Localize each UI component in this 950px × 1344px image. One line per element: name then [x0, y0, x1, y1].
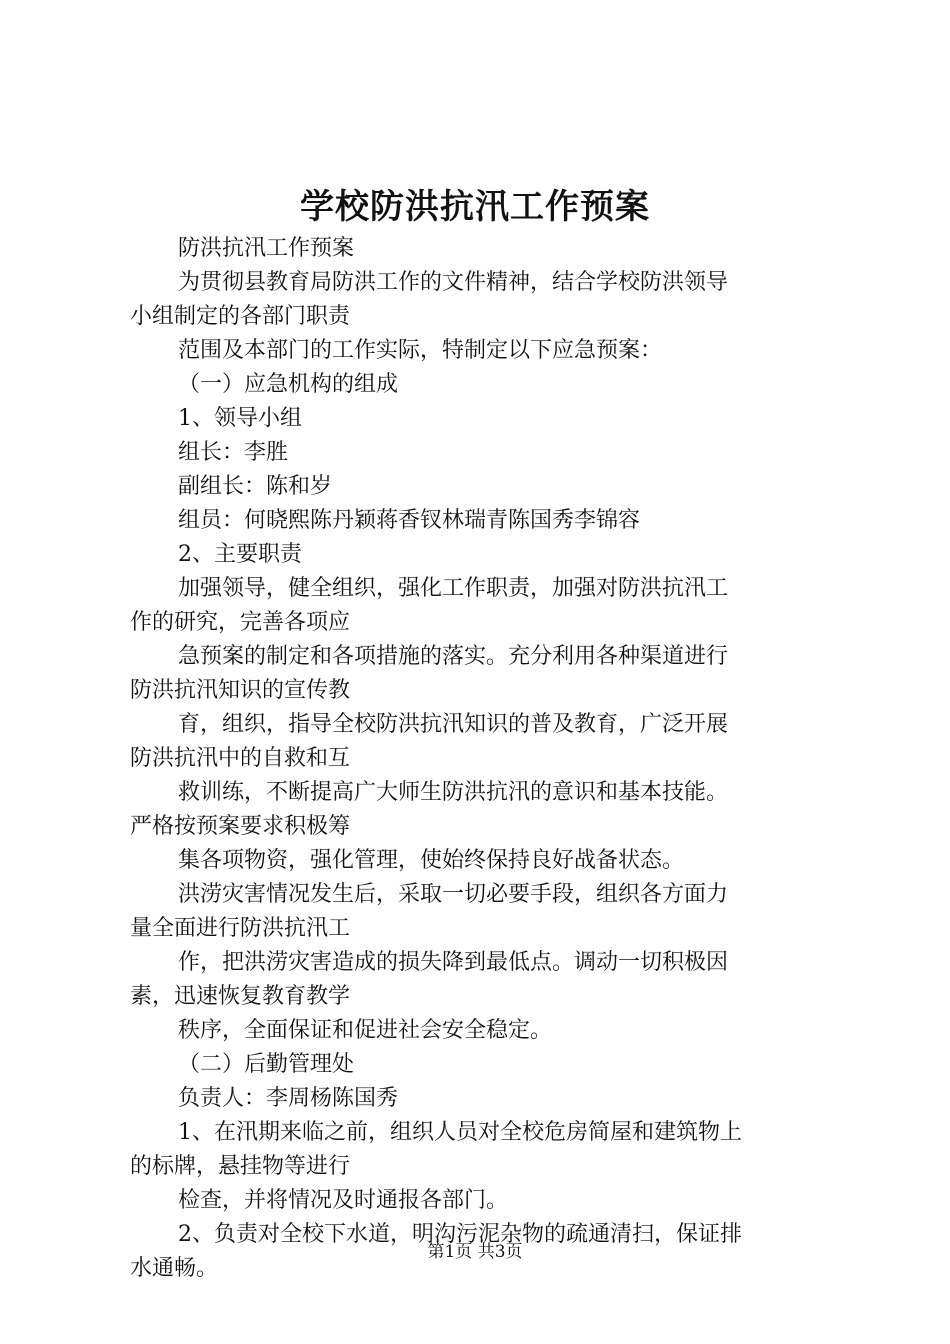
document-body — [130, 232, 830, 1286]
body-line: 素，迅速恢复教育教学 — [130, 984, 351, 1009]
body-line: 组员：何晓熙陈丹颖蒋香钗林瑞青陈国秀李锦容 — [178, 508, 641, 533]
body-line: 作，把洪涝灾害造成的损失降到最低点。调动一切积极因 — [178, 950, 729, 975]
body-line: 秩序，全面保证和促进社会安全稳定。 — [178, 1018, 553, 1043]
body-line: 加强领导，健全组织，强化工作职责，加强对防洪抗汛工 — [178, 576, 729, 601]
body-line: 1、在汛期来临之前，组织人员对全校危房简屋和建筑物上 — [178, 1120, 742, 1145]
body-line: 集各项物资，强化管理，使始终保持良好战备状态。 — [178, 848, 685, 873]
body-line: 严格按预案要求积极筹 — [130, 814, 351, 839]
body-line: 负责人：李周杨陈国秀 — [178, 1086, 399, 1111]
body-line: 防洪抗汛工作预案 — [178, 236, 355, 261]
page-number: 第1页 共3页 — [427, 1242, 523, 1262]
body-line: 急预案的制定和各项措施的落实。充分利用各种渠道进行 — [178, 644, 729, 669]
body-line: 育，组织，指导全校防洪抗汛知识的普及教育，广泛开展 — [178, 712, 729, 737]
body-line: 2、负责对全校下水道，明沟污泥杂物的疏通清扫，保证排 — [178, 1222, 742, 1247]
section-heading: （二）后勤管理处 — [178, 1052, 355, 1077]
subsection-heading: 1、领导小组 — [178, 406, 302, 431]
body-line: 为贯彻县教育局防洪工作的文件精神，结合学校防洪领导 — [178, 270, 729, 295]
body-line: 组长：李胜 — [178, 440, 289, 465]
body-line: 量全面进行防洪抗汛工 — [130, 916, 351, 941]
subsection-heading: 2、主要职责 — [178, 542, 302, 567]
document-title: 学校防洪抗汛工作预案 — [300, 187, 650, 227]
section-heading: （一）应急机构的组成 — [178, 372, 399, 397]
body-line: 水通畅。 — [130, 1256, 219, 1281]
body-line: 防洪抗汛中的自救和互 — [130, 746, 351, 771]
body-line: 小组制定的各部门职责 — [130, 304, 351, 329]
body-line: 范围及本部门的工作实际，特制定以下应急预案： — [178, 338, 663, 363]
body-line: 副组长：陈和岁 — [178, 474, 333, 499]
body-line: 作的研究，完善各项应 — [130, 610, 351, 635]
body-line: 检查，并将情况及时通报各部门。 — [178, 1188, 509, 1213]
body-line: 防洪抗汛知识的宣传教 — [130, 678, 351, 703]
body-line: 救训练，不断提高广大师生防洪抗汛的意识和基本技能。 — [178, 780, 729, 805]
body-line: 的标牌，悬挂物等进行 — [130, 1154, 351, 1179]
body-line: 洪涝灾害情况发生后，采取一切必要手段，组织各方面力 — [178, 882, 729, 907]
